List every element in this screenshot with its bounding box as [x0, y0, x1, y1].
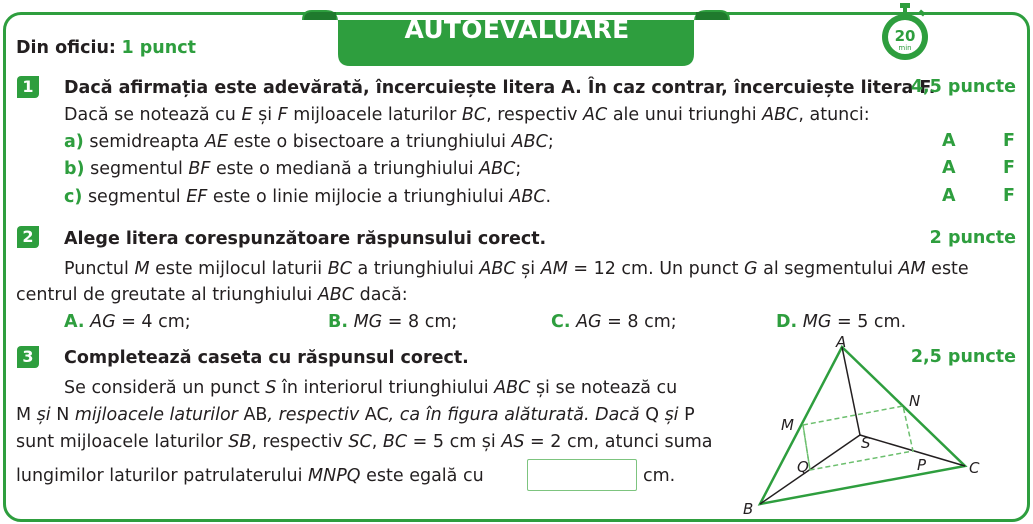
math-symbol: BC	[327, 259, 352, 279]
choice-true[interactable]: A	[942, 186, 956, 206]
math-symbol: E	[241, 105, 253, 125]
math-symbol: F	[277, 105, 288, 125]
option-letter: C.	[551, 312, 571, 332]
q1-item	[64, 158, 521, 180]
option-letter: A.	[64, 312, 85, 332]
text-fragment: segmentul	[84, 159, 189, 179]
text-fragment: M	[16, 405, 32, 425]
q1-points: 4,5 puncte	[910, 77, 1016, 97]
text-fragment: este o mediană a triunghiului	[210, 159, 480, 179]
text-fragment: AC	[364, 405, 389, 425]
math-symbol: G	[744, 259, 758, 279]
q2-points: 2 puncte	[929, 228, 1016, 248]
label-p: P	[917, 456, 927, 474]
q1-stem	[64, 104, 870, 126]
math-symbol: și	[659, 405, 685, 425]
math-symbol: MNPQ	[308, 466, 361, 486]
choice-false[interactable]: F	[1003, 131, 1015, 151]
answer-unit: cm.	[643, 466, 676, 486]
label-a: A	[836, 333, 847, 351]
text-fragment: semidreapta	[83, 132, 205, 152]
page-title: AUTOEVALUARE	[404, 15, 630, 44]
math-symbol: ABC	[511, 132, 548, 152]
choice-true[interactable]: A	[942, 131, 956, 151]
math-symbol: , respectiv	[267, 405, 365, 425]
item-letter: c)	[64, 187, 83, 207]
math-symbol: SC	[348, 432, 372, 452]
math-symbol: BF	[188, 159, 211, 179]
timer-value: 20	[894, 27, 916, 45]
question-number-1: 1	[17, 76, 39, 98]
math-symbol: M	[134, 259, 150, 279]
text-fragment: este	[925, 259, 969, 279]
math-symbol: și	[31, 405, 57, 425]
text-fragment: mijloacele laturilor	[287, 105, 462, 125]
math-symbol: AC	[583, 105, 608, 125]
math-symbol: ABC	[762, 105, 799, 125]
math-symbol: AS	[501, 432, 525, 452]
text-fragment: și	[515, 259, 541, 279]
option-value: = 8 cm;	[601, 312, 677, 332]
label-q: Q	[797, 458, 809, 476]
item-letter: a)	[64, 132, 84, 152]
text-fragment: dacă:	[354, 285, 408, 305]
text-fragment: centrul de greutate al triunghiului	[16, 285, 318, 305]
math-symbol: BC	[382, 432, 408, 452]
text-fragment: AB	[243, 405, 268, 425]
text-fragment: Se consideră un punct	[64, 378, 266, 398]
text-fragment: a triunghiului	[351, 259, 480, 279]
math-symbol: ABC	[479, 159, 516, 179]
text-fragment: și se notează cu	[530, 378, 678, 398]
timer-unit: min	[898, 44, 912, 52]
math-symbol: BC	[461, 105, 487, 125]
text-fragment: , respectiv	[251, 432, 349, 452]
option-letter: B.	[328, 312, 348, 332]
text-fragment: ale unui triunghi	[607, 105, 763, 125]
math-symbol: AM	[898, 259, 926, 279]
triangle-figure	[735, 330, 1000, 520]
text-fragment: ;	[547, 132, 554, 152]
choice-false[interactable]: F	[1003, 186, 1015, 206]
text-fragment: ;	[515, 159, 522, 179]
text-fragment: P	[684, 405, 695, 425]
option-variable: MG	[348, 312, 383, 332]
math-symbol: AM	[540, 259, 568, 279]
text-fragment: este egală cu	[360, 466, 484, 486]
choice-false[interactable]: F	[1003, 158, 1015, 178]
q2-line2	[16, 284, 408, 306]
q3-points: 2,5 puncte	[910, 347, 1016, 367]
q3-line2	[16, 404, 695, 426]
math-symbol: ABC	[479, 259, 516, 279]
label-s: S	[861, 434, 871, 452]
text-fragment: = 12 cm. Un punct	[567, 259, 745, 279]
choice-true[interactable]: A	[942, 158, 956, 178]
math-symbol: ABC	[317, 285, 355, 305]
q2-instruction: Alege litera corespunzătoare răspunsului corect.	[64, 229, 547, 249]
text-fragment: Dacă se notează cu	[64, 105, 242, 125]
item-letter: b)	[64, 159, 85, 179]
option-variable: AG	[570, 312, 602, 332]
label-c: C	[969, 459, 980, 477]
text-fragment: , respectiv	[486, 105, 584, 125]
q3-line4	[16, 465, 484, 487]
math-symbol: AE	[204, 132, 228, 152]
answer-option[interactable]	[64, 311, 191, 333]
math-symbol: ABC	[494, 378, 531, 398]
option-value: = 5 cm.	[831, 312, 907, 332]
text-fragment: ,	[371, 432, 383, 452]
q1-instruction: Dacă afirmația este adevărată, încercuiește litera A. În caz contrar, încercuiește litera F.	[64, 78, 936, 98]
math-symbol: , ca în figura alăturată. Dacă	[388, 405, 646, 425]
option-variable: AG	[84, 312, 116, 332]
text-fragment: = 5 cm și	[407, 432, 502, 452]
text-fragment: este mijlocul laturii	[149, 259, 328, 279]
text-fragment: în interiorul triunghiului	[276, 378, 495, 398]
label-n: N	[909, 392, 921, 410]
text-fragment: este o linie mijlocie a triunghiului	[207, 187, 510, 207]
question-number-3: 3	[17, 346, 39, 368]
text-fragment: Punctul	[64, 259, 135, 279]
q1-item	[64, 131, 554, 153]
math-symbol: EF	[186, 187, 208, 207]
math-symbol: ABC	[509, 187, 546, 207]
quadrilateral-mnpq	[803, 406, 913, 470]
question-number-2: 2	[17, 226, 39, 248]
answer-input[interactable]	[527, 459, 637, 491]
option-variable: MG	[797, 312, 832, 332]
option-value: = 8 cm;	[382, 312, 458, 332]
text-fragment: segmentul	[82, 187, 187, 207]
option-letter: D.	[776, 312, 798, 332]
q1-item	[64, 186, 551, 208]
q3-instruction: Completează caseta cu răspunsul corect.	[64, 348, 469, 368]
text-fragment: .	[545, 187, 552, 207]
q3-line1	[64, 377, 677, 399]
text-fragment: N	[56, 405, 70, 425]
q3-line3	[16, 431, 713, 453]
option-value: = 4 cm;	[115, 312, 191, 332]
math-symbol: mijloacele laturilor	[69, 405, 244, 425]
text-fragment: Q	[645, 405, 659, 425]
text-fragment: sunt mijloacele laturilor	[16, 432, 229, 452]
text-fragment: lungimilor laturilor patrulaterului	[16, 466, 309, 486]
text-fragment: = 2 cm, atunci suma	[524, 432, 713, 452]
q2-line1	[64, 258, 969, 280]
text-fragment: și	[252, 105, 278, 125]
oficiu-line: Din oficiu: 1 punct	[16, 38, 196, 58]
text-fragment: este o bisectoare a triunghiului	[227, 132, 512, 152]
answer-option[interactable]	[328, 311, 457, 333]
text-fragment: , atunci:	[798, 105, 870, 125]
math-symbol: S	[265, 378, 277, 398]
label-b: B	[743, 500, 754, 518]
math-symbol: SB	[228, 432, 252, 452]
answer-option[interactable]	[551, 311, 677, 333]
text-fragment: al segmentului	[757, 259, 899, 279]
stopwatch-icon	[879, 1, 931, 63]
label-m: M	[781, 416, 794, 434]
